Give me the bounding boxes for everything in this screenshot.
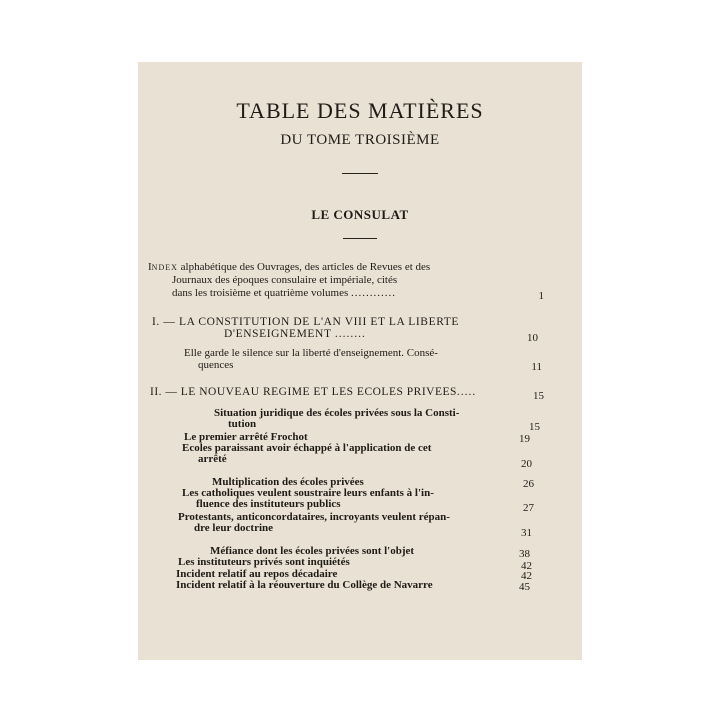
subsection-1-cont: tution — [228, 418, 257, 430]
index-smallcaps: NDEX — [151, 263, 178, 272]
page-subtitle: DU TOME TROISIÈME — [280, 132, 440, 148]
entry-repos-text: Incident relatif au repos décadaire — [176, 568, 338, 580]
chapter-1-sub-line2 — [198, 359, 233, 371]
entry-catholiques-cont: fluence des instituteurs publics — [196, 498, 341, 510]
subsection-1-line2 — [228, 418, 256, 430]
toc-entry-index-line1 — [148, 261, 430, 274]
entry-instituteurs — [178, 556, 350, 568]
subsection-1-page-number: 15 — [529, 421, 540, 433]
chapter-2-leader: ..... — [456, 386, 477, 398]
chapter-2-title — [150, 386, 476, 398]
entry-instituteurs-page-number: 42 — [521, 560, 532, 572]
chapter-1-leader: ........ — [334, 328, 366, 340]
subsection-3-text: Méfiance dont les écoles privées sont l'objet — [210, 545, 415, 557]
index-initial: I — [148, 261, 152, 273]
entry-catholiques-line2 — [196, 498, 341, 510]
entry-ecoles-line1: Ecoles paraissant avoir échappé à l'application de cet — [182, 442, 432, 454]
index-text-1: alphabétique des Ouvrages, des articles de Revues et des — [180, 261, 431, 273]
chapter-1-page-number: 10 — [527, 332, 538, 344]
entry-protestants-line2 — [194, 522, 273, 534]
entry-protestants-cont: dre leur doctrine — [194, 522, 274, 534]
subsection-2-page-number: 26 — [523, 478, 534, 490]
entry-navarre-page-number: 45 — [519, 581, 530, 593]
index-text-3: dans les troisième et quatrième volumes — [172, 287, 349, 299]
subsection-1-line1: Situation juridique des écoles privées sous la Consti- — [214, 407, 460, 419]
chapter-1-title-line2 — [224, 328, 366, 340]
index-leader: ............ — [351, 287, 397, 299]
entry-ecoles-page-number: 20 — [521, 458, 532, 470]
chapter-1-sub-line1: Elle garde le silence sur la liberté d'enseignement. Consé- — [184, 347, 438, 359]
section-heading: LE CONSULAT — [311, 207, 409, 222]
subsection-2-text: Multiplication des écoles privées — [212, 476, 364, 488]
subsection-3-page-number: 38 — [519, 548, 530, 560]
book-page — [138, 62, 582, 660]
chapter-1-sub-cont: quences — [198, 359, 234, 371]
entry-catholiques-line1: Les catholiques veulent soustraire leurs enfants à l'in- — [182, 487, 434, 499]
chapter-2-title-text: II. — LE NOUVEAU REGIME ET LES ECOLES PRIVEES — [150, 386, 457, 398]
toc-entry-index-line2: Journaux des époques consulaire et impériale, cités — [172, 274, 398, 286]
chapter-1-title-line1: I. — LA CONSTITUTION DE L'AN VIII ET LA LIBERTE — [152, 316, 460, 328]
entry-instituteurs-text: Les instituteurs privés sont inquiétés — [178, 556, 350, 568]
entry-navarre-text: Incident relatif à la réouverture du Collège de Navarre — [176, 579, 433, 591]
entry-repos-page-number: 42 — [521, 570, 532, 582]
entry-ecoles-cont: arrêté — [198, 453, 227, 465]
entry-protestants-line1: Protestants, anticoncordataires, incroyants veulent répan- — [178, 511, 450, 523]
entry-navarre — [176, 579, 433, 591]
chapter-1-title-cont: D'ENSEIGNEMENT — [224, 328, 332, 340]
index-page-number: 1 — [538, 290, 544, 302]
toc-entry-index-line3 — [172, 287, 396, 299]
entry-frochot-text: Le premier arrêté Frochot — [184, 431, 308, 443]
section-divider — [343, 238, 377, 239]
page-title: TABLE DES MATIÈRES — [236, 98, 484, 123]
entry-protestants-page-number: 31 — [521, 527, 532, 539]
chapter-1-sub-page-number: 11 — [531, 361, 542, 373]
entry-frochot-page-number: 19 — [519, 433, 530, 445]
chapter-2-page-number: 15 — [533, 390, 544, 402]
entry-ecoles-line2 — [198, 453, 227, 465]
entry-catholiques-page-number: 27 — [523, 502, 534, 514]
title-divider — [342, 173, 378, 174]
